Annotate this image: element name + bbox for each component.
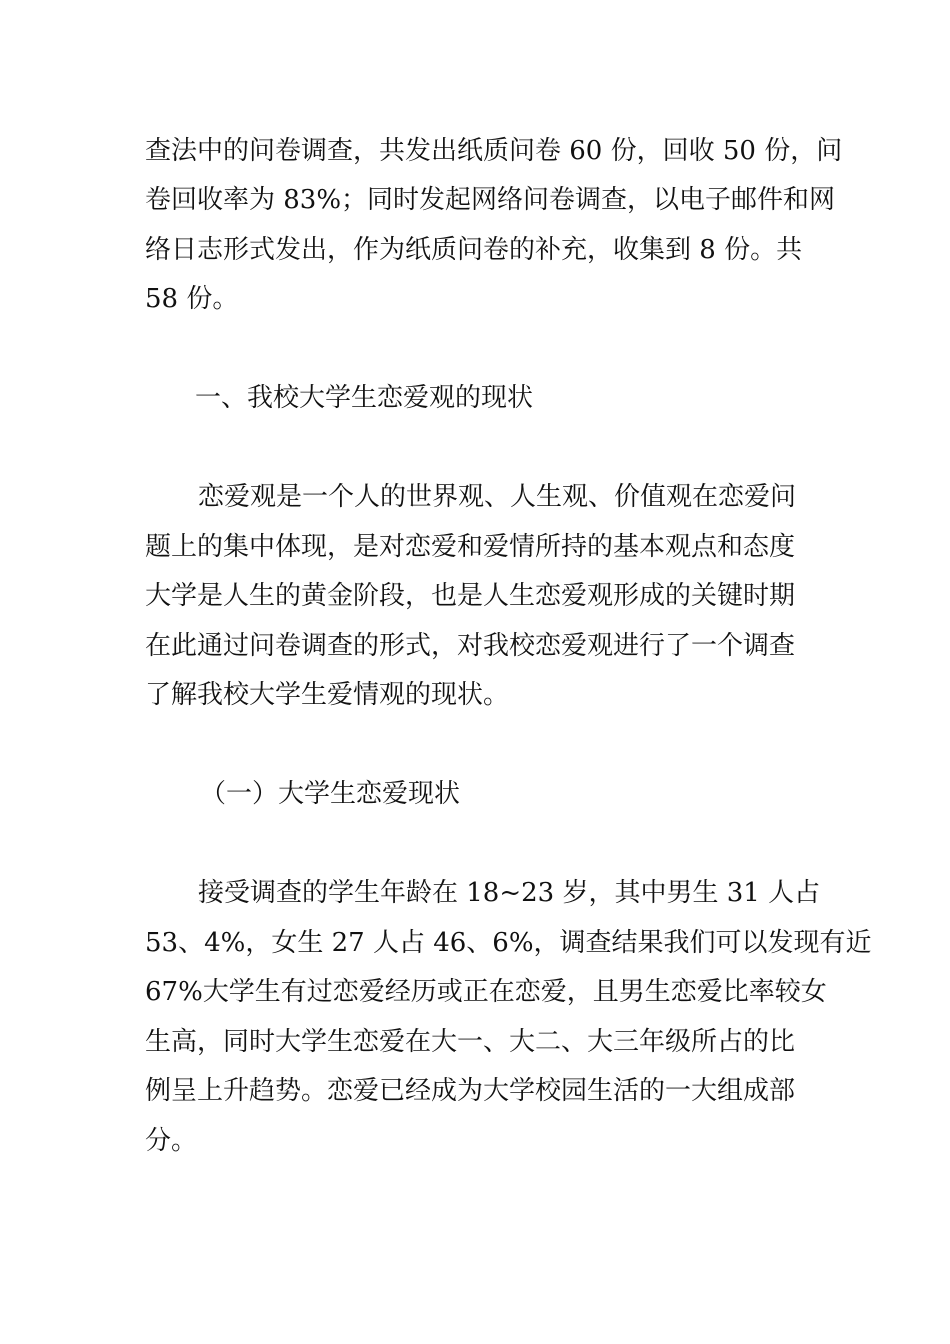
paragraph-line: 53、4%，女生 27 人占 46、6%，调查结果我们可以发现有近: [145, 928, 872, 958]
paragraph-line: 大学是人生的黄金阶段，也是人生恋爱观形成的关键时期: [145, 581, 796, 611]
paragraph-line: 67%大学生有过恋爱经历或正在恋爱，且男生恋爱比率较女: [145, 977, 827, 1007]
paragraph-line: 卷回收率为 83%；同时发起网络问卷调查，以电子邮件和网: [145, 185, 836, 215]
paragraph-line: 恋爱观是一个人的世界观、人生观、价值观在恋爱问: [198, 482, 797, 512]
paragraph-line: 题上的集中体现，是对恋爱和爱情所持的基本观点和态度: [145, 532, 796, 562]
paragraph-line: 络日志形式发出，作为纸质问卷的补充，收集到 8 份。共: [145, 235, 803, 265]
paragraph-line: 接受调查的学生年龄在 18~23 岁，其中男生 31 人占: [198, 878, 821, 908]
paragraph-line: 查法中的问卷调查，共发出纸质问卷 60 份，回收 50 份，问: [145, 136, 843, 166]
paragraph-line: 58 份。: [145, 284, 239, 314]
paragraph-line: 例呈上升趋势。恋爱已经成为大学校园生活的一大组成部: [145, 1076, 796, 1106]
paragraph-line: 生高，同时大学生恋爱在大一、大二、大三年级所占的比: [145, 1027, 796, 1057]
paragraph-line: 了解我校大学生爱情观的现状。: [145, 680, 510, 710]
paragraph-line: 分。: [145, 1126, 198, 1156]
subsection-heading: （一）大学生恋爱现状: [200, 779, 461, 809]
paragraph-line: 在此通过问卷调查的形式，对我校恋爱观进行了一个调查: [145, 631, 796, 661]
section-heading: 一、我校大学生恋爱观的现状: [195, 383, 534, 413]
